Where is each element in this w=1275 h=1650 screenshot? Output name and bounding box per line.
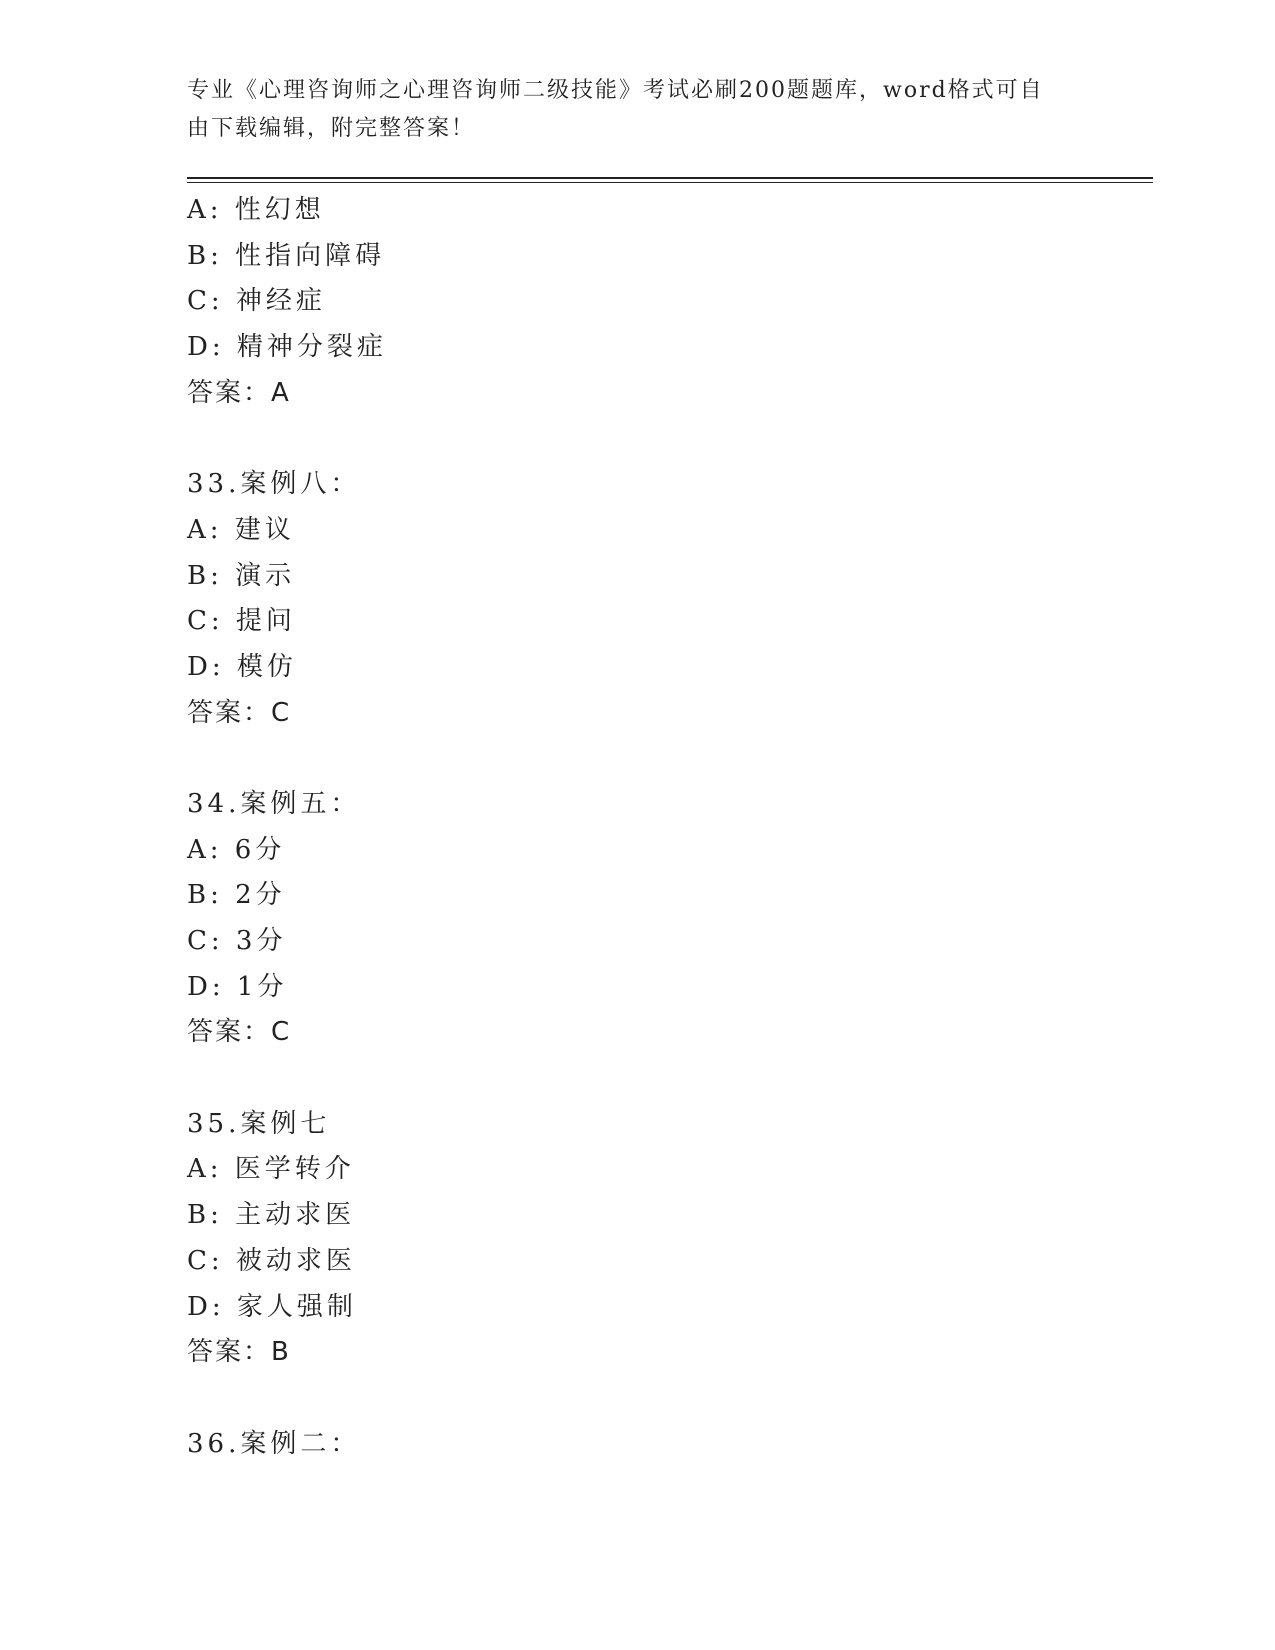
- question-35-block: [187, 1102, 1087, 1376]
- question-36-block: [187, 1422, 1087, 1468]
- option-b: B: 性指向障碍: [187, 240, 386, 271]
- question-title: 34.案例五：: [187, 788, 361, 819]
- option-c: C: 提问: [187, 606, 296, 637]
- option-a: A: 性幻想: [187, 195, 325, 225]
- option-a: A: 6分: [187, 834, 286, 865]
- option-c: C: 神经症: [187, 286, 326, 317]
- option-c: C: 3分: [187, 926, 287, 956]
- option-a: A: 建议: [187, 514, 295, 545]
- spacer: [187, 1376, 1087, 1422]
- option-c: C: 被动求医: [187, 1245, 356, 1276]
- question-title: 35.案例七: [187, 1108, 331, 1139]
- header-divider-thin: [187, 182, 1153, 183]
- spacer: [187, 416, 1087, 462]
- question-title: 36.案例二：: [187, 1428, 361, 1459]
- header-line-1: 专业《心理咨询师之心理咨询师二级技能》考试必刷200题题库，word格式可自: [187, 78, 1044, 103]
- answer-line: 答案：A: [187, 377, 291, 408]
- question-32-block: [187, 188, 1087, 416]
- question-title: 33.案例八：: [187, 469, 361, 500]
- answer-line: 答案：B: [187, 1337, 291, 1368]
- option-a: A: 医学转介: [187, 1154, 355, 1185]
- option-d: D: 家人强制: [187, 1291, 357, 1322]
- answer-line: 答案：C: [187, 697, 292, 728]
- option-b: B: 2分: [187, 880, 286, 911]
- question-list: [187, 188, 1087, 1467]
- option-d: D: 1分: [187, 971, 288, 1002]
- question-34-block: [187, 782, 1087, 1056]
- answer-line: 答案：C: [187, 1017, 292, 1048]
- document-header: [187, 72, 1067, 148]
- question-33-block: [187, 462, 1087, 736]
- option-d: D: 精神分裂症: [187, 332, 387, 363]
- header-divider-thick: [187, 177, 1153, 179]
- option-d: D: 模仿: [187, 651, 297, 682]
- spacer: [187, 1056, 1087, 1102]
- option-b: B: 主动求医: [187, 1200, 356, 1231]
- option-b: B: 演示: [187, 560, 296, 591]
- spacer: [187, 736, 1087, 782]
- header-line-2: 由下载编辑，附完整答案！: [187, 116, 476, 141]
